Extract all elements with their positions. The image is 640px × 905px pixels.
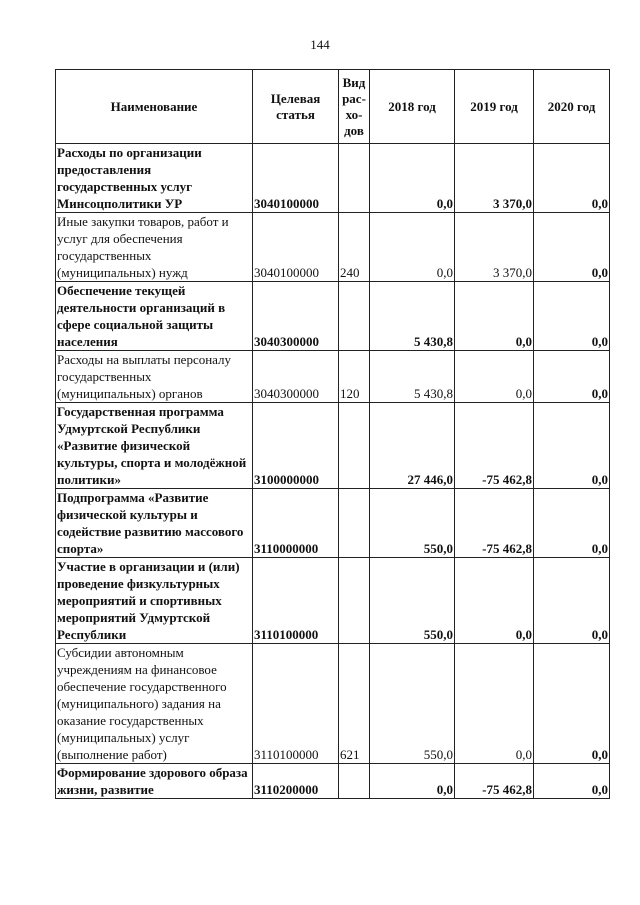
cell-2018: 0,0 [370,764,455,799]
cell-2018: 550,0 [370,644,455,764]
cell-name: Обеспечение текущей деятельности организаций в сфере социальной защиты населения [56,282,253,351]
cell-2019: 3 370,0 [455,144,534,213]
cell-2018: 550,0 [370,489,455,558]
cell-2019: -75 462,8 [455,489,534,558]
cell-vid [339,282,370,351]
cell-2019: 0,0 [455,282,534,351]
cell-vid [339,403,370,489]
cell-2019: 0,0 [455,644,534,764]
cell-name: Иные закупки товаров, работ и услуг для обеспечения государственных (муниципальных) нужд [56,213,253,282]
header-name: Наименование [56,70,253,144]
cell-code: 3110200000 [253,764,339,799]
cell-code: 3110100000 [253,644,339,764]
table-row [56,403,610,489]
cell-name: Расходы на выплаты персоналу государственных (муниципальных) органов [56,351,253,403]
table-row [56,351,610,403]
page-number: 144 [310,37,330,52]
cell-name: Подпрограмма «Развитие физической культуры и содействие развитию массового спорта» [56,489,253,558]
cell-2020: 0,0 [534,644,610,764]
cell-name: Субсидии автономным учреждениям на финансовое обеспечение государственного (муниципального) задания на оказание государственных (муниципальных) услуг (выполнение работ) [56,644,253,764]
cell-2018: 550,0 [370,558,455,644]
cell-2019: -75 462,8 [455,764,534,799]
cell-name: Расходы по организации предоставления государственных услуг Минсоцполитики УР [56,144,253,213]
header-vid: Вид рас-хо-дов [339,70,370,144]
cell-2020: 0,0 [534,489,610,558]
table-body [56,144,610,799]
cell-code: 3100000000 [253,403,339,489]
cell-2018: 0,0 [370,213,455,282]
cell-2018: 5 430,8 [370,351,455,403]
cell-code: 3040300000 [253,282,339,351]
cell-2020: 0,0 [534,403,610,489]
cell-code: 3040100000 [253,144,339,213]
cell-code: 3040300000 [253,351,339,403]
table-row [56,764,610,799]
budget-table [55,69,610,799]
table-row [56,144,610,213]
cell-2019: 0,0 [455,351,534,403]
cell-vid: 621 [339,644,370,764]
table-row [56,644,610,764]
cell-vid [339,144,370,213]
cell-2020: 0,0 [534,213,610,282]
cell-vid [339,489,370,558]
cell-2018: 0,0 [370,144,455,213]
cell-code: 3040100000 [253,213,339,282]
table-row [56,489,610,558]
cell-2020: 0,0 [534,144,610,213]
table-row [56,213,610,282]
table-row [56,282,610,351]
cell-vid [339,558,370,644]
cell-name: Участие в организации и (или) проведение физкультурных мероприятий и спортивных мероприятий Удмуртской Республики [56,558,253,644]
cell-vid [339,764,370,799]
cell-code: 3110100000 [253,558,339,644]
cell-2020: 0,0 [534,351,610,403]
cell-2020: 0,0 [534,764,610,799]
cell-vid: 240 [339,213,370,282]
cell-2019: 3 370,0 [455,213,534,282]
header-2019: 2019 год [455,70,534,144]
header-row [56,70,610,144]
cell-code: 3110000000 [253,489,339,558]
header-2018: 2018 год [370,70,455,144]
cell-2018: 27 446,0 [370,403,455,489]
cell-name: Формирование здорового образа жизни, развитие [56,764,253,799]
cell-2020: 0,0 [534,282,610,351]
cell-2019: 0,0 [455,558,534,644]
cell-2018: 5 430,8 [370,282,455,351]
header-2020: 2020 год [534,70,610,144]
table-row [56,558,610,644]
header-code: Целевая статья [253,70,339,144]
cell-vid: 120 [339,351,370,403]
cell-2019: -75 462,8 [455,403,534,489]
cell-name: Государственная программа Удмуртской Республики «Развитие физической культуры, спорта и молодёжной политики» [56,403,253,489]
cell-2020: 0,0 [534,558,610,644]
